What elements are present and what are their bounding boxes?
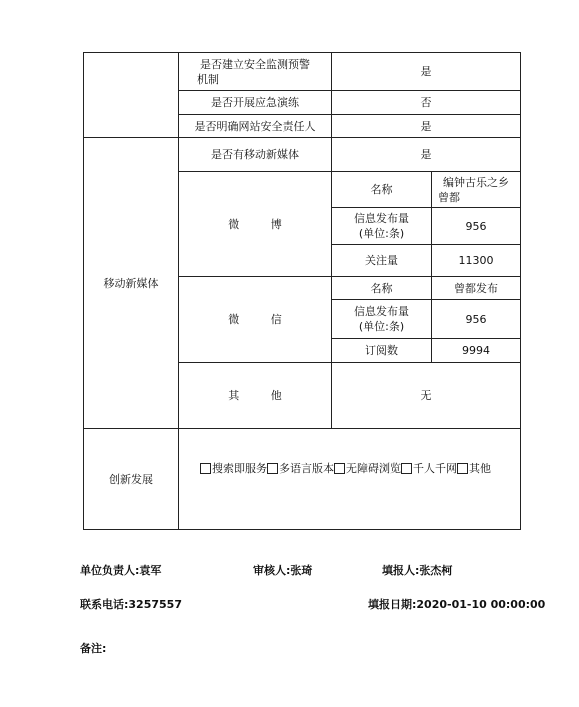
innovation-options bbox=[200, 460, 520, 476]
wechat-posts-label bbox=[332, 300, 431, 338]
wechat-posts-label-line1: 信息发布量 bbox=[354, 305, 409, 318]
report-date: 填报日期:2020-01-10 00:00:00 bbox=[368, 598, 546, 611]
option-multilingual[interactable] bbox=[267, 460, 334, 476]
option-label: 其他 bbox=[469, 462, 491, 475]
wechat-name-label: 名称 bbox=[370, 281, 393, 295]
option-other[interactable] bbox=[457, 460, 491, 476]
wechat-subs-label: 订阅数 bbox=[365, 344, 398, 357]
other-value: 无 bbox=[420, 389, 432, 402]
weibo-posts-value: 956 bbox=[465, 219, 487, 233]
weibo-posts-label bbox=[332, 208, 431, 244]
checkbox-icon[interactable] bbox=[457, 463, 468, 474]
reviewer: 审核人:张琦 bbox=[253, 564, 313, 577]
checkbox-icon[interactable] bbox=[334, 463, 345, 474]
wechat-posts-label-line2: (单位:条) bbox=[358, 320, 405, 333]
option-search-service[interactable] bbox=[200, 460, 267, 476]
responsible-label: 是否明确网站安全责任人 bbox=[194, 119, 316, 133]
weibo-name-label: 名称 bbox=[370, 183, 393, 196]
option-label: 千人千网 bbox=[413, 462, 457, 475]
has-mobile-value: 是 bbox=[420, 148, 432, 161]
responsible-value: 是 bbox=[420, 119, 432, 133]
wechat-name-value: 曾都发布 bbox=[454, 281, 498, 295]
table-border-right bbox=[520, 52, 521, 530]
checkbox-icon[interactable] bbox=[267, 463, 278, 474]
option-label: 搜索即服务 bbox=[212, 462, 267, 475]
checkbox-icon[interactable] bbox=[200, 463, 211, 474]
checkbox-icon[interactable] bbox=[401, 463, 412, 474]
monitoring-label-line2: 机制 bbox=[197, 72, 219, 86]
weibo-posts-label-line1: 信息发布量 bbox=[354, 212, 409, 225]
weibo-name-line2: 曾都 bbox=[438, 190, 460, 204]
table-border-bottom bbox=[83, 529, 521, 530]
weibo-label: 微 博 bbox=[228, 217, 296, 231]
weibo-followers-label: 关注量 bbox=[365, 254, 398, 267]
unit-head: 单位负责人:袁军 bbox=[80, 564, 162, 577]
weibo-posts-label-line2: (单位:条) bbox=[358, 227, 405, 240]
other-label: 其 他 bbox=[228, 389, 296, 402]
weibo-followers-value: 11300 bbox=[458, 254, 494, 267]
weibo-name-value bbox=[432, 172, 520, 207]
has-mobile-label: 是否有移动新媒体 bbox=[211, 148, 299, 161]
monitoring-value: 是 bbox=[420, 65, 432, 78]
monitoring-label-line1: 是否建立安全监测预警 bbox=[200, 57, 310, 71]
wechat-label: 微 信 bbox=[228, 313, 296, 326]
innovation-label: 创新发展 bbox=[109, 472, 153, 486]
mobile-media-section-label: 移动新媒体 bbox=[103, 276, 159, 290]
remark: 备注: bbox=[80, 642, 107, 655]
option-personalized[interactable] bbox=[401, 460, 457, 476]
weibo-name-line1: 编钟古乐之乡 bbox=[443, 175, 509, 189]
wechat-posts-value: 956 bbox=[465, 312, 487, 326]
contact-phone: 联系电话:3257557 bbox=[80, 598, 182, 611]
filler: 填报人:张杰柯 bbox=[382, 564, 453, 577]
option-label: 多语言版本 bbox=[279, 462, 334, 475]
option-accessibility[interactable] bbox=[334, 460, 401, 476]
drill-label: 是否开展应急演练 bbox=[211, 96, 299, 109]
monitoring-label bbox=[179, 53, 331, 90]
drill-value: 否 bbox=[420, 96, 432, 109]
wechat-subs-value: 9994 bbox=[462, 344, 490, 357]
option-label: 无障碍浏览 bbox=[346, 462, 401, 475]
